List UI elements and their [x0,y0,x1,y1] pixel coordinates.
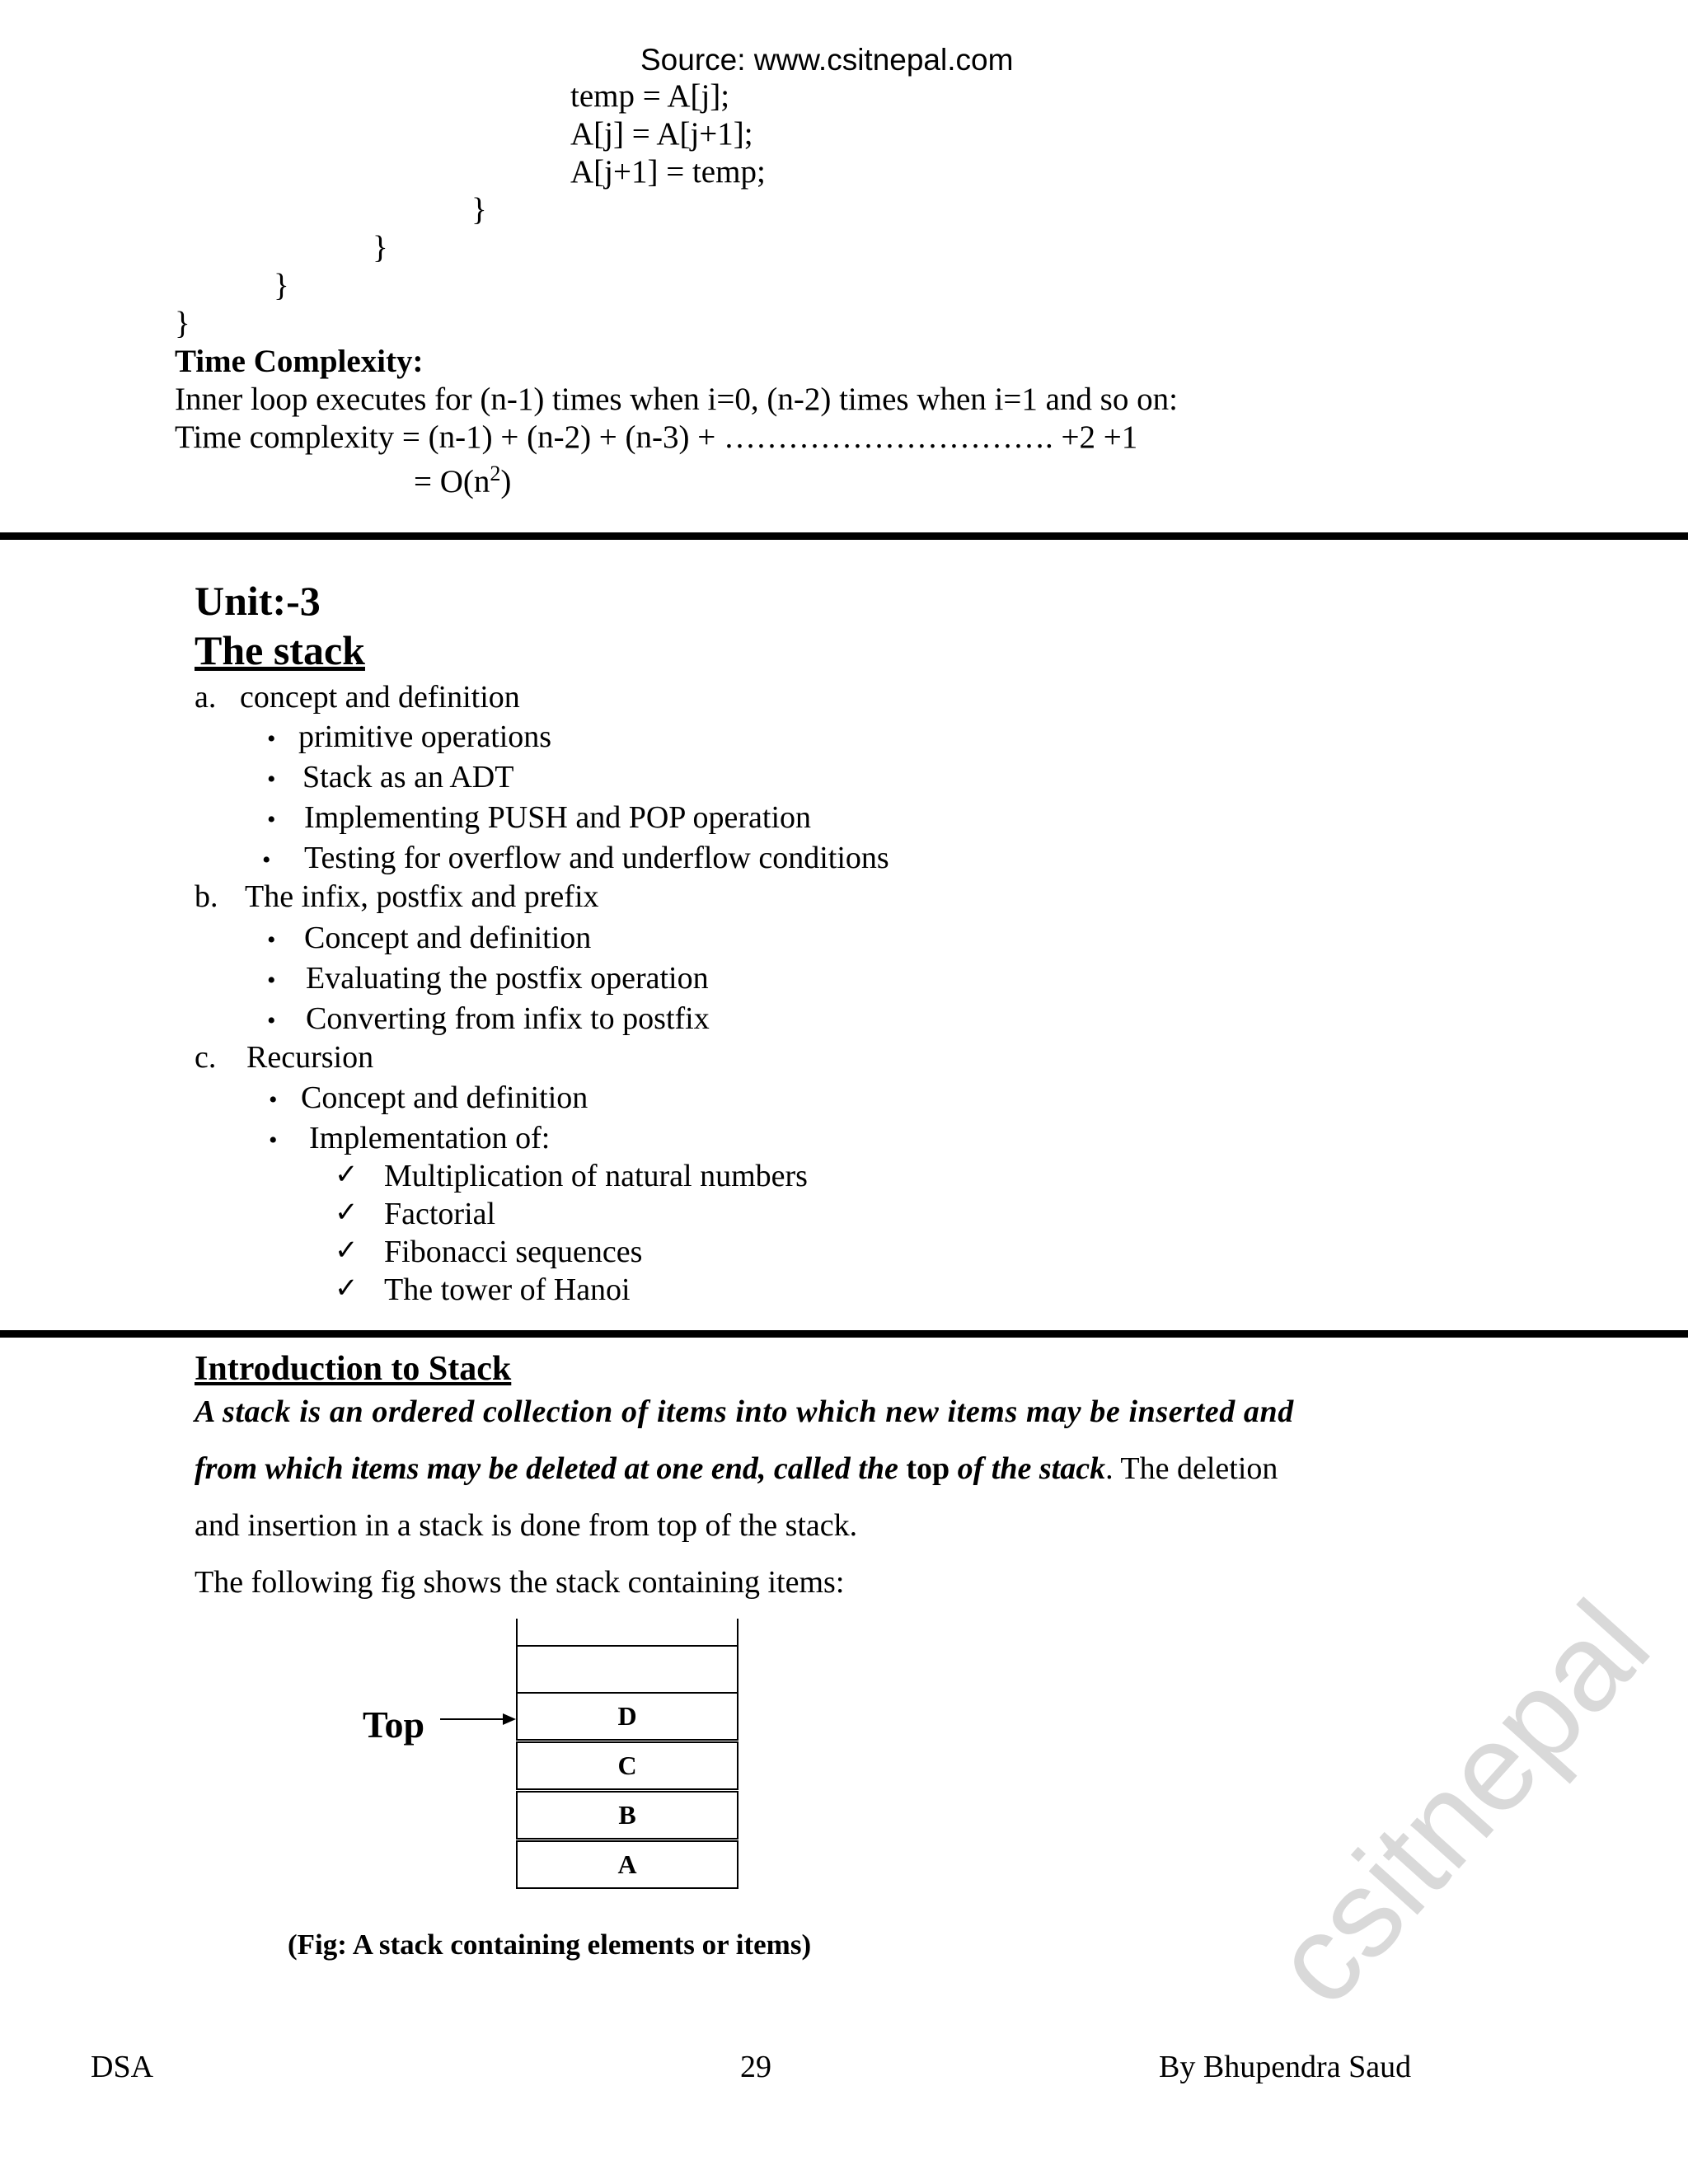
bullet-icon: • [267,967,276,994]
checkmark-icon: ✓ [335,1235,359,1266]
toc-item: Evaluating the postfix operation [306,961,709,996]
source-header: Source: www.csitnepal.com [640,43,1014,77]
bullet-icon: • [267,766,276,793]
bullet-icon: • [269,1086,278,1113]
complexity-line: Inner loop executes for (n-1) times when i=0, (n-2) times when i=1 and so on: [175,382,1178,417]
page-number: 29 [740,2050,771,2084]
checkmark-icon: ✓ [335,1160,359,1190]
divider [0,532,1688,540]
toc-section: The infix, postfix and prefix [245,879,599,914]
toc-item: Stack as an ADT [302,760,514,794]
stack-cell: D [516,1692,738,1741]
top-arrow-icon [440,1709,518,1729]
toc-subitem: Factorial [384,1197,496,1231]
bullet-icon: • [267,806,276,833]
bullet-icon: • [267,1007,276,1034]
code-brace: } [373,230,388,265]
toc-section: Recursion [246,1040,374,1075]
complexity-result: = $O(n^2)$ [414,462,512,499]
stack-cell-empty [516,1645,738,1694]
toc-item: Concept and definition [301,1080,588,1115]
checkmark-icon: ✓ [335,1197,359,1228]
unit-label: Unit:-3 [195,578,321,624]
code-brace: } [471,192,487,227]
toc-marker: c. [195,1040,217,1075]
checkmark-icon: ✓ [335,1273,359,1304]
stack-wall-left [516,1619,518,1647]
top-label: Top [363,1704,425,1746]
bullet-icon: • [267,725,276,752]
intro-line: The following fig shows the stack containing items: [195,1565,845,1600]
toc-item: Testing for overflow and underflow conditions [304,841,889,875]
complexity-line: Time complexity = (n-1) + (n-2) + (n-3) + …………………………. +2 +1 [175,419,1138,455]
toc-subitem: Multiplication of natural numbers [384,1159,808,1193]
toc-subitem: Fibonacci sequences [384,1235,643,1269]
bullet-icon: • [262,846,271,874]
figure-caption: (Fig: A stack containing elements or items) [288,1929,812,1961]
toc-item: Converting from infix to postfix [306,1001,710,1036]
toc-marker: b. [195,879,218,914]
stack-cell: B [516,1791,738,1840]
definition-line: from which items may be deleted at one end, called the top of the stack. The deletion [195,1451,1278,1486]
toc-item: Implementing PUSH and POP operation [304,800,811,835]
code-line: A[j+1] = temp; [570,154,766,190]
toc-item: Implementation of: [309,1121,551,1155]
stack-cell: C [516,1741,738,1790]
code-line: A[j] = A[j+1]; [570,116,753,152]
toc-subitem: The tower of Hanoi [384,1272,631,1307]
toc-section: concept and definition [240,680,520,715]
bullet-icon: • [269,1127,278,1154]
intro-line: and insertion in a stack is done from top of the stack. [195,1508,858,1543]
definition-line: A stack is an ordered collection of items into which new items may be inserted and [195,1394,1294,1429]
footer-left: DSA [91,2050,154,2084]
bullet-icon: • [267,926,276,954]
stack-cell: A [516,1840,738,1889]
complexity-title: Time Complexity: [175,344,424,379]
intro-title: Introduction to Stack [195,1350,512,1388]
toc-item: Concept and definition [304,921,592,955]
watermark: csitnepal [1245,1575,1676,2031]
divider [0,1330,1688,1338]
toc-item: primitive operations [298,719,552,754]
code-brace: } [274,268,289,303]
code-brace: } [175,306,190,341]
unit-title: The stack [195,627,365,673]
stack-wall-right [737,1619,738,1647]
toc-marker: a. [195,680,217,715]
footer-author: By Bhupendra Saud [1159,2050,1412,2084]
code-line: temp = A[j]; [570,78,730,114]
